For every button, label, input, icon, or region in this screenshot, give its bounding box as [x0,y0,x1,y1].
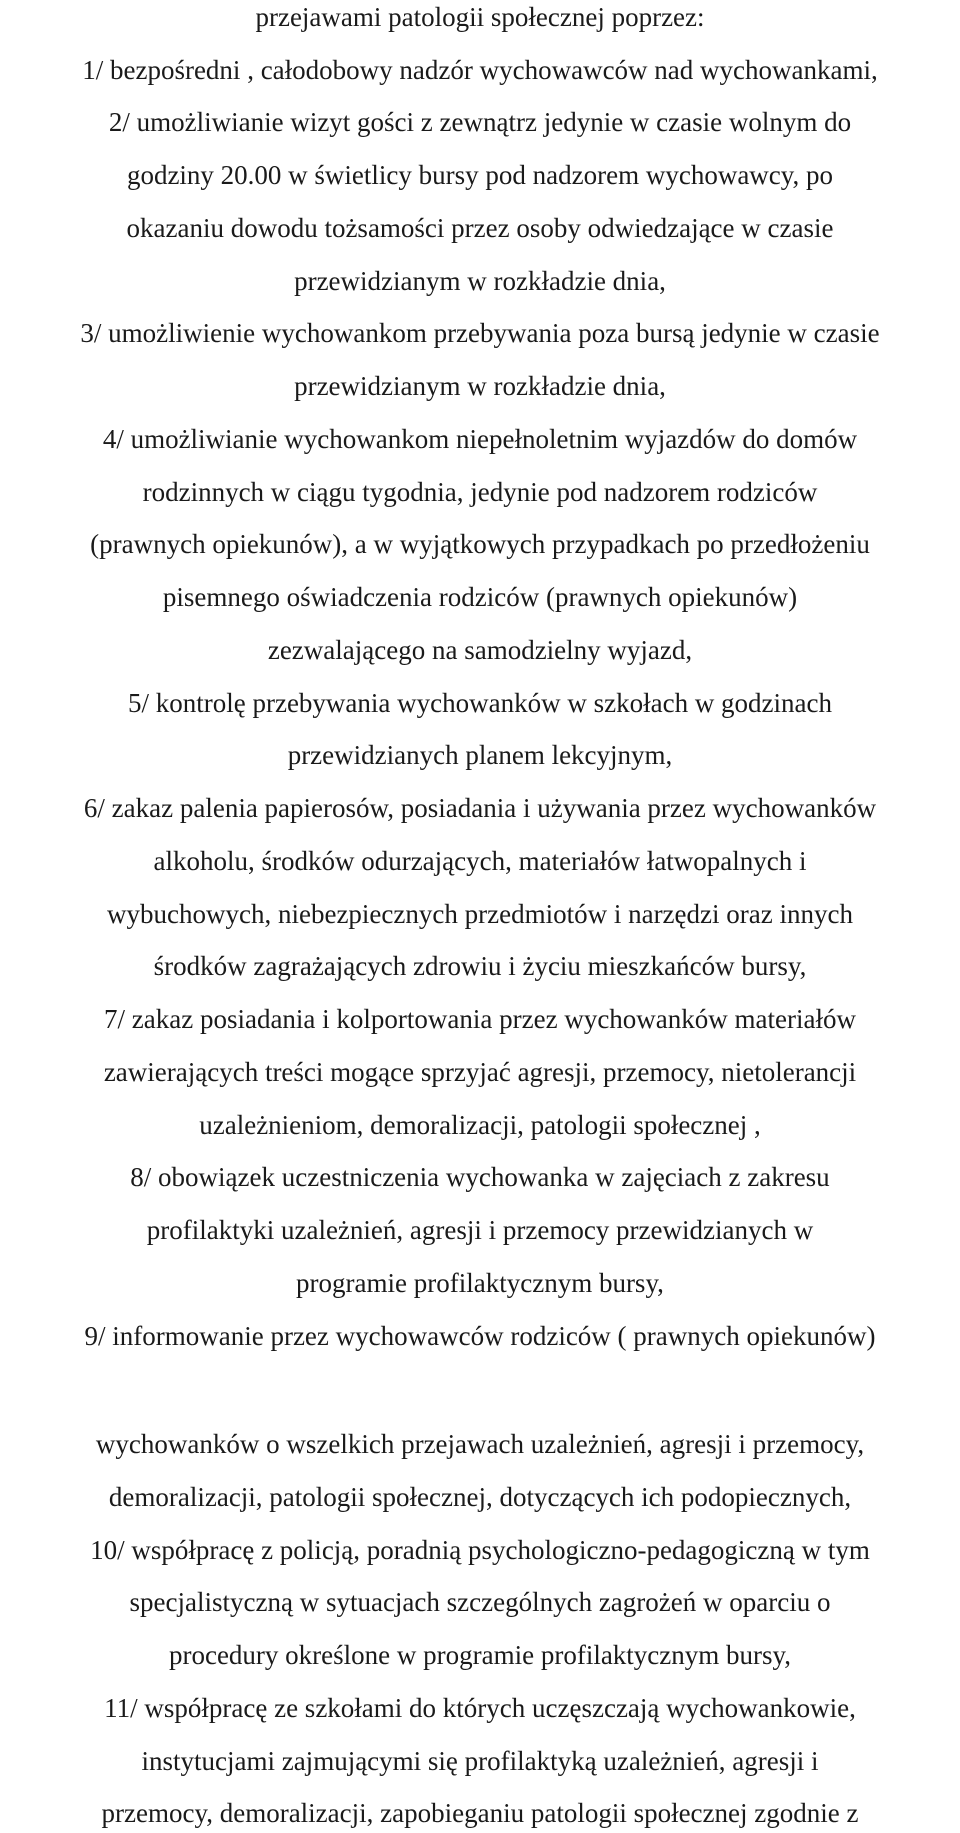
text-line: przewidzianym w rozkładzie dnia, [294,371,666,401]
text-line: przejawami patologii społecznej poprzez: [255,2,705,32]
text-line: 11/ współpracę ze szkołami do których uczęszczają wychowankowie, [104,1693,856,1723]
text-line: pisemnego oświadczenia rodziców (prawnych opiekunów) [162,582,798,612]
text-line: wychowanków o wszelkich przejawach uzależnień, agresji i przemocy, [95,1429,865,1459]
text-line: 10/ współpracę z policją, poradnią psychologiczno-pedagogiczną w tym [90,1535,870,1565]
text-line: 2/ umożliwianie wizyt gości z zewnątrz jedynie w czasie wolnym do [108,107,852,137]
text-line: 9/ informowanie przez wychowawców rodziców ( prawnych opiekunów) [84,1321,876,1351]
text-line: 8/ obowiązek uczestniczenia wychowanka w zajęciach z zakresu [130,1162,830,1192]
text-line: środków zagrażających zdrowiu i życiu mieszkańców bursy, [153,951,807,981]
text-line: 6/ zakaz palenia papierosów, posiadania i używania przez wychowanków [83,793,877,823]
text-line: okazaniu dowodu tożsamości przez osoby odwiedzające w czasie [126,213,834,243]
text-line: zezwalającego na samodzielny wyjazd, [267,635,693,665]
text-line: 1/ bezpośredni , całodobowy nadzór wychowawców nad wychowankami, [82,55,878,85]
text-line: 3/ umożliwienie wychowankom przebywania poza bursą jedynie w czasie [80,318,880,348]
text-line: 4/ umożliwianie wychowankom niepełnoletnim wyjazdów do domów [102,424,858,454]
text-line: instytucjami zajmującymi się profilaktyką uzależnień, agresji i [141,1746,819,1776]
text-line: przewidzianym w rozkładzie dnia, [294,266,666,296]
text-line: programie profilaktycznym bursy, [296,1268,664,1298]
text-line: rodzinnych w ciągu tygodnia, jedynie pod nadzorem rodziców [142,477,818,507]
text-line: 7/ zakaz posiadania i kolportowania przez wychowanków materiałów [104,1004,856,1034]
text-line: przewidzianych planem lekcyjnym, [287,740,673,770]
text-line: wybuchowych, niebezpiecznych przedmiotów i narzędzi oraz innych [107,899,853,929]
text-line: demoralizacji, patologii społecznej, dotyczących ich podopiecznych, [108,1482,852,1512]
text-line: (prawnych opiekunów), a w wyjątkowych przypadkach po przedłożeniu [90,529,870,559]
text-line: uzależnieniom, demoralizacji, patologii społecznej , [199,1110,761,1140]
text-line: profilaktyki uzależnień, agresji i przemocy przewidzianych w [146,1215,814,1245]
text-line: godziny 20.00 w świetlicy bursy pod nadzorem wychowawcy, po [126,160,834,190]
text-line: procedury określone w programie profilaktycznym bursy, [168,1640,792,1670]
text-line: 5/ kontrolę przebywania wychowanków w szkołach w godzinach [127,688,833,718]
text-line: specjalistyczną w sytuacjach szczególnych zagrożeń w oparciu o [129,1587,831,1617]
text-line: przemocy, demoralizacji, zapobieganiu patologii społecznej zgodnie z [101,1798,859,1828]
text-line: zawierających treści mogące sprzyjać agresji, przemocy, nietolerancji [103,1057,857,1087]
text-line: alkoholu, środków odurzających, materiałów łatwopalnych i [153,846,807,876]
